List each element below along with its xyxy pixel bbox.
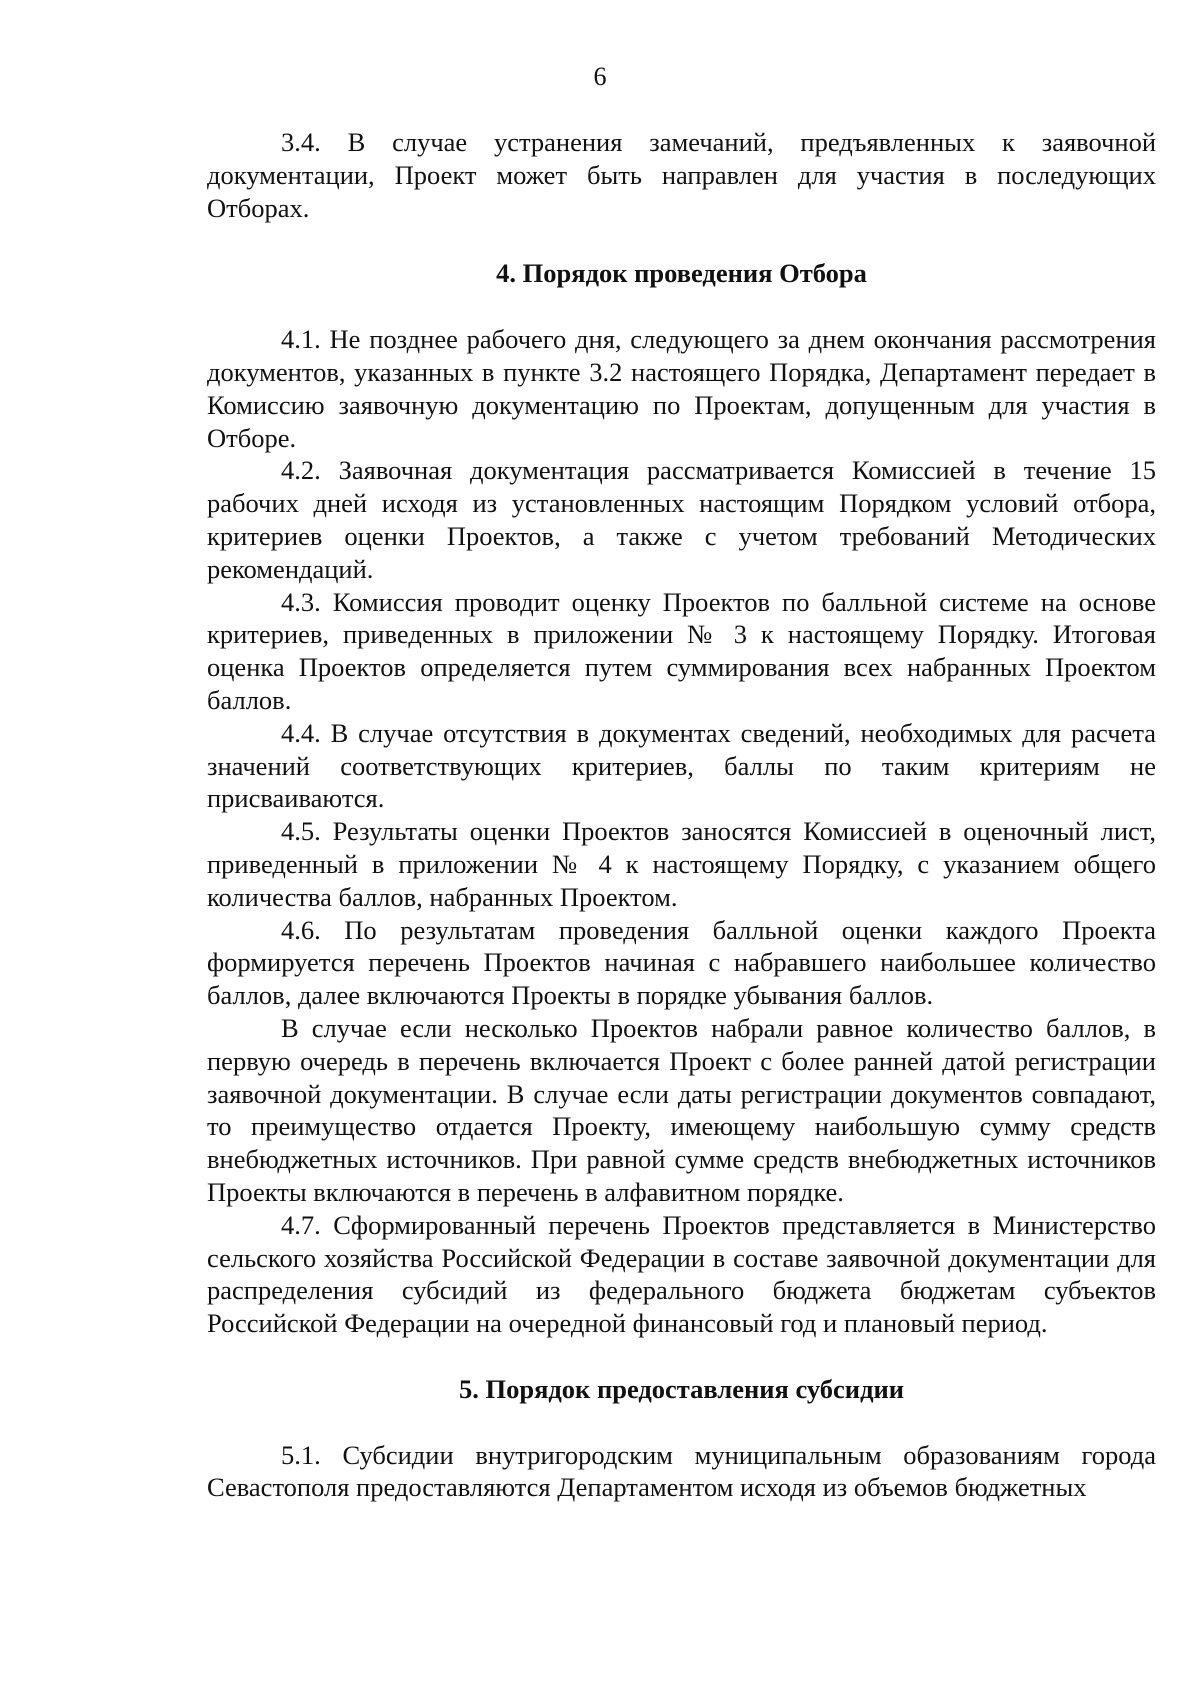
document-body <box>207 126 1156 1504</box>
spacer <box>207 224 1156 257</box>
spacer <box>207 1340 1156 1373</box>
section-heading-4: 4. Порядок проведения Отбора <box>496 258 867 289</box>
section-heading-5: 5. Порядок предоставления субсидии <box>458 1373 905 1404</box>
paragraph-4-5: 4.5. Результаты оценки Проектов заносятся Комиссией в оценочный лист, приведенный в приложении № 4 к настоящему Порядку, с указанием общего количества баллов, набранных Проектом. <box>207 816 1156 912</box>
spacer <box>207 290 1156 323</box>
paragraph-4-7: 4.7. Сформированный перечень Проектов представляется в Министерство сельского хозяйства Российской Федерации в составе заявочной документации для распределения субсидий из федерального бюджета бюджетам субъектов Российской Федерации на очередной финансовый год и плановый период. <box>207 1209 1156 1339</box>
paragraph-3-4: 3.4. В случае устранения замечаний, предъявленных к заявочной документации, Проект может быть направлен для участия в последующих Отборах. <box>207 127 1156 223</box>
paragraph-4-4: 4.4. В случае отсутствия в документах сведений, необходимых для расчета значений соответствующих критериев, баллы по таким критериям не присваиваются. <box>207 717 1156 814</box>
spacer <box>207 1406 1156 1439</box>
paragraph-4-3: 4.3. Комиссия проводит оценку Проектов по балльной системе на основе критериев, приведенных в приложении № 3 к настоящему Порядку. Итоговая оценка Проектов определяется путем суммирования всех набранных Проектом баллов. <box>207 586 1156 715</box>
paragraph-4-1: 4.1. Не позднее рабочего дня, следующего за днем окончания рассмотрения документов, указанных в пункте 3.2 настоящего Порядка, Департамент передает в Комиссию заявочную документацию по Проектам, допущенным для участия в Отборе. <box>207 324 1156 453</box>
paragraph-4-2: 4.2. Заявочная документация рассматривается Комиссией в течение 15 рабочих дней исходя из установленных настоящим Порядком условий отбора, критериев оценки Проектов, а также с учетом требований Методических рекомендаций. <box>207 455 1156 584</box>
page-number: 6 <box>593 62 607 91</box>
paragraph-4-6: 4.6. По результатам проведения балльной оценки каждого Проекта формируется перечень Проектов начиная с набравшего наибольшее количество баллов, далее включаются Проекты в порядке убывания баллов. <box>207 914 1156 1011</box>
paragraph-4-6-continued: В случае если несколько Проектов набрали равное количество баллов, в первую очередь в перечень включается Проект с более ранней датой регистрации заявочной документации. В случае если даты регистрации документов совпадают, то преимущество отдается Проекту, имеющему наибольшую сумму средств внебюджетных источников. При равной сумме средств внебюджетных источников Проекты включаются в перечень в алфавитном порядке. <box>207 1012 1156 1207</box>
paragraph-5-1: 5.1. Субсидии внутригородским муниципальным образованиям города Севастополя предоставляются Департаментом исходя из объемов бюджетных <box>207 1439 1156 1503</box>
